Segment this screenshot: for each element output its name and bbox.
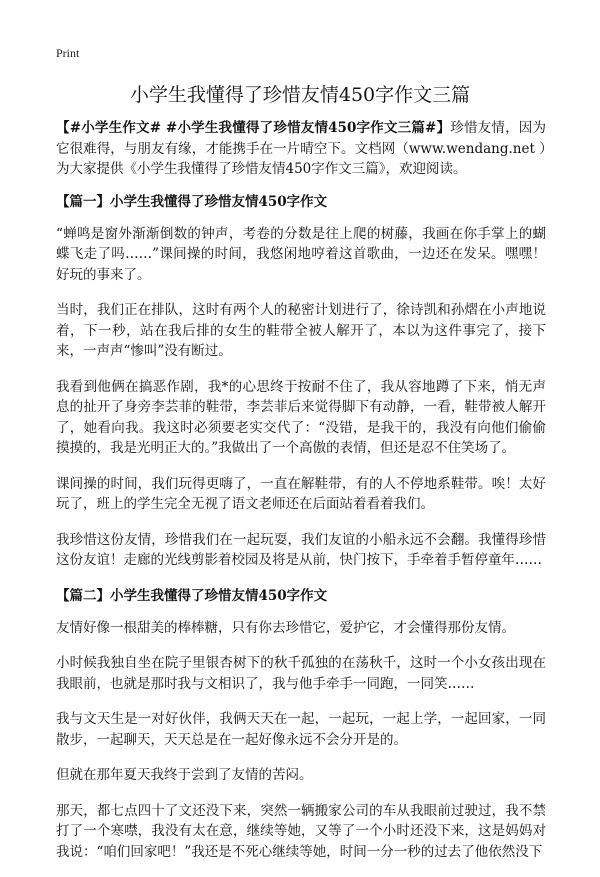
paragraph: 我珍惜这份友情，珍惜我们在一起玩耍，我们友谊的小船永远不会翻。我懂得珍惜这份友谊！走廊的光线剪影着校园及将是从前，快门按下，手牵着手暂停童年…… (56, 531, 546, 568)
paragraph: 我与文天生是一对好伙伴，我俩天天在一起，一起玩，一起上学，一起回家，一同散步，一起聊天，天天总是在一起好像永远不会分开是的。 (56, 711, 546, 748)
intro-tag: 【#小学生作文# #小学生我懂得了珍惜友情450字作文三篇#】 (56, 120, 451, 136)
paragraph: “蝉鸣是窗外渐渐倒数的钟声，考卷的分数是往上爬的树藤，我画在你手掌上的蝴蝶飞走了吗……”课间操的时间，我悠闲地哼着这首歌曲，一边还在发呆。嘿嘿！好玩的事来了。 (56, 225, 546, 283)
section-heading-2: 【篇二】小学生我懂得了珍惜友情450字作文 (56, 587, 328, 604)
article-body (56, 118, 546, 877)
section-heading-1: 【篇一】小学生我懂得了珍惜友情450字作文 (56, 193, 328, 210)
paragraph: 我看到他俩在搞恶作剧，我*的心思终于按耐不住了，我从容地蹲了下来，悄无声息的扯开了身旁李芸菲的鞋带，李芸菲后来觉得脚下有动静，一看，鞋带被人解开了，她看向我。我这时必须要老实交代了：“没错，是我干的，我没有向他们偷偷摸摸的，我是光明正大的。”我做出了一个高傲的表情，但还是忍不住笑场了。 (56, 378, 546, 456)
paragraph: 那天，都七点四十了文还没下来，突然一辆搬家公司的车从我眼前过驶过，我不禁打了一个寒噤，我没有太在意，继续等她，又等了一个小时还没下来，这是妈妈对我说：“咱们回家吧！”我还是不死心继续等她，时间一分一秒的过去了他依然没下 (56, 802, 546, 860)
paragraph: 友情好像一根甜美的棒棒糖，只有你去珍惜它，爱护它，才会懂得那份友情。 (56, 619, 515, 636)
paragraph: 小时候我独自坐在院子里银杏树下的秋千孤独的在荡秋千，这时一个小女孩出现在我眼前，也就是那时我与文相识了，我与他手牵手一同跑，一同笑…… (56, 655, 546, 692)
intro-text: 珍惜友情，因为它很难得，与朋友有缘，才能携手在一片晴空下。文档网（www.wendang.net ）为大家提供《小学生我懂得了珍惜友情450字作文三篇》，欢迎阅读。 (56, 120, 546, 177)
paragraph: 当时，我们正在排队，这时有两个人的秘密计划进行了，徐诗凯和孙熠在小声地说着，下一秒，站在我后排的女生的鞋带全被人解开了，本以为这件事完了，接下来，一声声“惨叫”没有断过。 (56, 302, 546, 359)
intro-paragraph (56, 118, 546, 180)
paragraph: 课间操的时间，我们玩得更嗨了，一直在解鞋带，有的人不停地系鞋带。唉！太好玩了，班上的学生完全无视了语文老师还在后面站着看着我们。 (56, 475, 546, 512)
print-link[interactable]: Print (56, 46, 80, 60)
paragraph: 但就在那年夏天我终于尝到了友情的苦闷。 (56, 767, 313, 783)
page-title: 小学生我懂得了珍惜友情450字作文三篇 (129, 84, 471, 106)
